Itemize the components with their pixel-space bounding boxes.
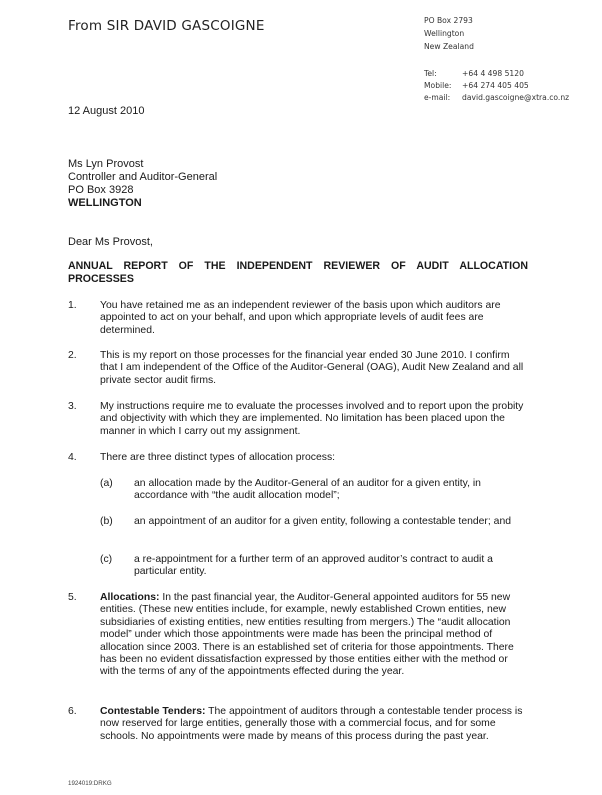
paragraph-5 xyxy=(68,592,528,679)
paragraph-number: 4. xyxy=(68,452,77,463)
paragraph-number: 5. xyxy=(68,592,77,603)
paragraph-lead: Allocations: xyxy=(100,592,160,603)
paragraph-lead: Contestable Tenders: xyxy=(100,706,206,717)
subitem-text: an appointment of an auditor for a given entity, following a contestable tender; and xyxy=(134,516,512,527)
paragraph-body: In the past financial year, the Auditor-General appointed auditors for 55 new entities. (These new entities include, for example, newly established Crown entities, new subsidiaries of existing entities, new entities resulting from mergers.) The “audit allocation model” under which those appointments were made has been the principal method of allocation since 2003. There is an established set of criteria for those appointments. There has been no evident dissatisfaction expressed by those entities either with the method or with the terms of any of the appointments effected during the year. xyxy=(100,592,514,678)
subitem-letter: (a) xyxy=(100,478,113,489)
recipient-line: PO Box 3928 xyxy=(68,184,134,196)
recipient-city: WELLINGTON xyxy=(68,197,142,209)
contact-row-email xyxy=(424,92,569,104)
paragraph-text: This is my report on those processes for the financial year ended 30 June 2010. I confirm that I am independent of the Office of the Auditor-General (OAG), Audit New Zealand and all private sector audit firms. xyxy=(100,350,524,386)
paragraph-text: There are three distinct types of allocation process: xyxy=(100,452,336,463)
address-line: PO Box 2793 xyxy=(424,16,473,25)
recipient-line: Controller and Auditor-General xyxy=(68,171,218,183)
contact-label: Mobile: xyxy=(424,81,452,90)
paragraph-number: 6. xyxy=(68,706,77,717)
subitem-letter: (b) xyxy=(100,516,113,527)
paragraph-text: My instructions require me to evaluate the processes involved and to report upon the probity and objectivity with which they are implemented. No limitation has been placed upon the manner in which I carry out my assignment. xyxy=(100,401,524,437)
paragraph-number: 1. xyxy=(68,300,77,311)
contact-label: e-mail: xyxy=(424,93,451,102)
contact-email-link[interactable]: david.gascoigne@xtra.co.nz xyxy=(462,93,570,102)
paragraph-text: You have retained me as an independent reviewer of the basis upon which auditors are appointed to act on your behalf, and upon which appropriate levels of audit fees are determined. xyxy=(100,300,501,336)
paragraph-text xyxy=(100,706,528,743)
paragraph-2 xyxy=(68,350,528,387)
salutation: Dear Ms Provost, xyxy=(68,236,153,248)
recipient-address xyxy=(68,158,217,210)
subitem-a xyxy=(98,478,528,503)
paragraph-4 xyxy=(68,452,528,464)
subject-heading: ANNUAL REPORT OF THE INDEPENDENT REVIEWER OF AUDIT ALLOCATION PROCESSES xyxy=(68,260,528,285)
paragraph-number: 2. xyxy=(68,350,77,361)
paragraph-1 xyxy=(68,300,528,337)
contact-value: +64 274 405 405 xyxy=(462,81,529,90)
recipient-line: Ms Lyn Provost xyxy=(68,158,144,170)
sender-contacts xyxy=(424,68,569,104)
subitem-b xyxy=(98,516,528,528)
paragraph-3 xyxy=(68,401,528,438)
paragraph-text xyxy=(100,592,528,679)
address-line: Wellington xyxy=(424,29,465,38)
contact-row-tel xyxy=(424,68,569,80)
document-reference: 1924019:DRKG xyxy=(68,780,112,787)
contact-row-mobile xyxy=(424,80,569,92)
subitem-text: a re-appointment for a further term of an approved auditor’s contract to audit a particular entity. xyxy=(134,554,493,578)
sender-address xyxy=(424,14,474,53)
paragraph-6 xyxy=(68,706,528,743)
address-line: New Zealand xyxy=(424,42,474,51)
subitem-c xyxy=(98,554,528,579)
contact-value: +64 4 498 5120 xyxy=(462,69,524,78)
letterhead-name: From SIR DAVID GASCOIGNE xyxy=(68,18,265,34)
subitem-letter: (c) xyxy=(100,554,113,565)
contact-label: Tel: xyxy=(424,69,437,78)
paragraph-body: The appointment of auditors through a contestable tender process is now reserved for large entities, generally those with a commercial focus, and for some schools. No appointments were made by means of this process during the past year. xyxy=(100,706,523,742)
letter-date: 12 August 2010 xyxy=(68,105,145,117)
subitem-text: an allocation made by the Auditor-General of an auditor for a given entity, in accordance with “the audit allocation model”; xyxy=(134,478,481,502)
paragraph-number: 3. xyxy=(68,401,77,412)
